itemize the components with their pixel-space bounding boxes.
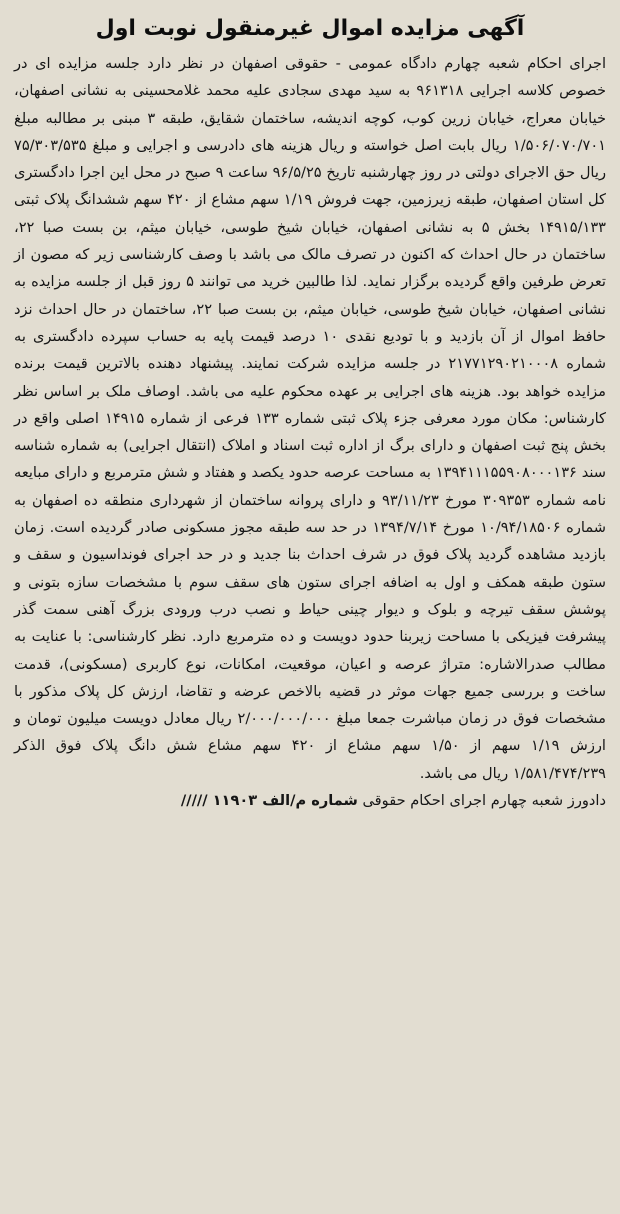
signature-number: شماره م/الف ۱۱۹۰۳ /////: [180, 792, 358, 810]
notice-signature: [14, 787, 606, 815]
notice-body: اجرای احکام شعبه چهارم دادگاه عمومی - حقوقی اصفهان در نظر دارد جلسه مزایده ای در خصوص کلاسه اجرایی ۹۶۱۳۱۸ به سید مهدی سجادی علیه محمد غلامحسینی به نشانی اصفهان، خیابان معراج، خیابان زرین کوب، کوچه اندیشه، ساختمان شقایق، طبقه ۳ مبنی بر مطالبه مبلغ ۱/۵۰۶/۰۷۰/۷۰۱ ریال بابت اصل خواسته و ریال هزینه های دادرسی و اجرایی و مبلغ ۷۵/۳۰۳/۵۳۵ ریال حق الاجرای دولتی در روز چهارشنبه تاریخ ۹۶/۵/۲۵ ساعت ۹ صبح در محل این اجرا دادگستری کل استان اصفهان، طبقه زیرزمین، جهت فروش ۱/۱۹ سهم مشاع از ۴۲۰ سهم ششدانگ پلاک ثبتی ۱۴۹۱۵/۱۳۳ بخش ۵ به نشانی اصفهان، خیابان شیخ طوسی، خیابان میثم، بن بست صبا ۲۲، ساختمان در حال احداث که اکنون در تصرف مالک می باشد با وصف کارشناسی زیر که مصون از تعرض طرفین واقع گردیده برگزار نماید. لذا طالبین خرید می توانند ۵ روز قبل از جلسه مزایده به نشانی اصفهان، خیابان شیخ طوسی، خیابان میثم، بن بست صبا ۲۲، ساختمان در حال احداث نزد حافظ اموال از آن بازدید و با تودیع نقدی ۱۰ درصد قیمت پایه به حساب سپرده دادگستری به شماره ۲۱۷۷۱۲۹۰۲۱۰۰۰۸ در جلسه مزایده شرکت نمایند. پیشنهاد دهنده بالاترین قیمت برنده مزایده خواهد بود. هزینه های اجرایی بر عهده محکوم علیه می باشد. اوصاف ملک بر اساس نظر کارشناس: مکان مورد معرفی جزء پلاک ثبتی شماره ۱۳۳ فرعی از شماره ۱۴۹۱۵ اصلی واقع در بخش پنج ثبت اصفهان و دارای برگ از اداره ثبت اسناد و املاک (انتقال اجرایی) به شماره شناسه سند ۱۳۹۴۱۱۱۵۵۹۰۸۰۰۰۱۳۶ به مساحت عرصه حدود یکصد و هفتاد و شش مترمربع و دارای مبایعه نامه شماره ۳۰۹۳۵۳ مورخ ۹۳/۱۱/۲۳ و دارای پروانه ساختمان از شهرداری منطقه ده اصفهان به شماره ۱۰/۹۴/۱۸۵۰۶ مورخ ۱۳۹۴/۷/۱۴ در حد سه طبقه مجوز مسکونی صادر گردیده است. زمان بازدید مشاهده گردید پلاک فوق در شرف احداث بنا جدید و در حد اجرای فونداسیون و سقف و ستون طبقه همکف و اول به اضافه اجرای ستون های سقف سوم با مشخصات سازه بتونی و پوشش سقف تیرچه و بلوک و دیوار چینی حیاط و نصب درب ورودی بزرگ آهنی سمت گذر پیشرفت فیزیکی با مساحت زیربنا حدود دویست و ده مترمربع دارد. نظر کارشناسی: با عنایت به مطالب صدرالاشاره: متراژ عرصه و اعیان، موقعیت، امکانات، نوع کاربری (مسکونی)، قدمت ساخت و بررسی جمیع جهات موثر در قضیه بالاخص عرضه و تقاضا، ارزش کل پلاک مذکور با مشخصات فوق در زمان مباشرت جمعا مبلغ ۲/۰۰۰/۰۰۰/۰۰۰ ریال معادل دویست میلیون تومان و ارزش ۱/۱۹ سهم از ۱/۵۰ سهم مشاع از ۴۲۰ سهم مشاع شش دانگ پلاک فوق الذکر ۱/۵۸۱/۴۷۴/۲۳۹ ریال می باشد.: [14, 55, 607, 782]
notice-title: آگهی مزایده اموال غیرمنقول نوبت اول: [95, 16, 525, 41]
signature-text: دادورز شعبه چهارم اجرای احکام حقوقی: [362, 792, 606, 810]
